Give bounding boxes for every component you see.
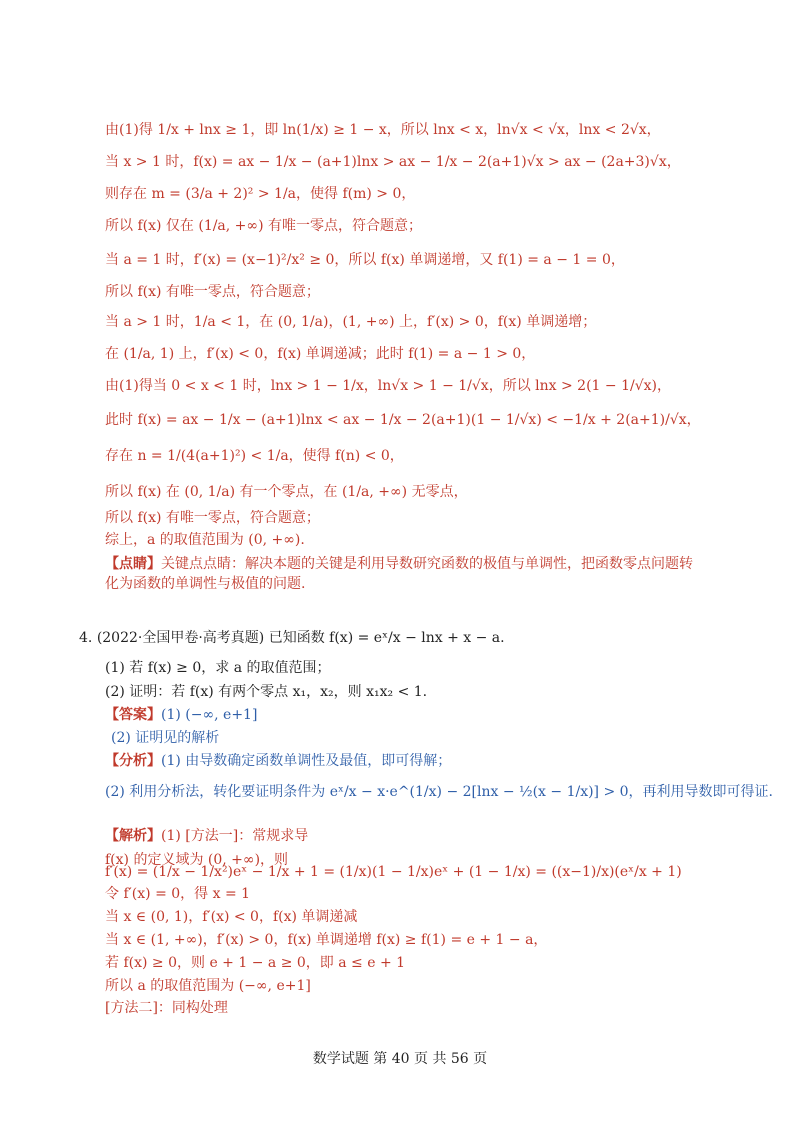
problem-part-1: (1) 若 f(x) ≥ 0，求 a 的取值范围； xyxy=(105,660,331,676)
review-note xyxy=(105,554,695,594)
solution-line: 当 x ∈ (0, 1)，f′(x) < 0，f(x) 单调递减 xyxy=(105,909,358,925)
solution-line: f′(x) = (1/x − 1/x²)eˣ − 1/x + 1 = (1/x)(1 − 1/x)eˣ + (1 − 1/x) = ((x−1)/x)(eˣ/x + 1) xyxy=(105,864,682,880)
problem-stem: 已知函数 f(x) = eˣ/x − lnx + x − a. xyxy=(268,630,505,646)
analysis-line-2: (2) 利用分析法，转化要证明条件为 eˣ/x − x·e^(1/x) − 2[lnx − ½(x − 1/x)] > 0，再利用导数即可得证. xyxy=(105,784,774,800)
prev-solution-line: 由(1)得 1/x + lnx ≥ 1，即 ln(1/x) ≥ 1 − x，所以 lnx < x，ln√x < √x，lnx < 2√x， xyxy=(105,122,661,138)
prev-solution-line: 当 x > 1 时，f(x) = ax − 1/x − (a+1)lnx > ax − 1/x − 2(a+1)√x > ax − (2a+3)√x， xyxy=(105,154,681,170)
problem-number: 4. xyxy=(79,630,93,646)
prev-solution-line: 所以 f(x) 有唯一零点，符合题意； xyxy=(105,510,320,526)
prev-solution-line: 所以 f(x) 有唯一零点，符合题意； xyxy=(105,284,320,300)
prev-solution-line: 则存在 m = (3/a + 2)² > 1/a，使得 f(m) > 0， xyxy=(105,186,416,202)
problem-part-2: (2) 证明：若 f(x) 有两个零点 x₁，x₂，则 x₁x₂ < 1. xyxy=(105,684,428,700)
analysis-line xyxy=(105,751,451,771)
solution-line: [方法二]：同构处理 xyxy=(105,1000,228,1016)
solution-line xyxy=(105,826,308,846)
problem-header xyxy=(79,628,505,648)
analysis-tag: 【分析】 xyxy=(105,753,161,769)
prev-solution-line: 所以 f(x) 在 (0, 1/a) 有一个零点，在 (1/a, +∞) 无零点， xyxy=(105,484,468,500)
answer-line xyxy=(105,705,257,725)
prev-solution-line: 在 (1/a, 1) 上，f′(x) < 0，f(x) 单调递减；此时 f(1) = a − 1 > 0， xyxy=(105,346,536,362)
prev-solution-line: 所以 f(x) 仅在 (1/a, +∞) 有唯一零点，符合题意； xyxy=(105,218,422,234)
prev-solution-line: 当 a > 1 时，1/a < 1，在 (0, 1/a)，(1, +∞) 上，f′(x) > 0，f(x) 单调递增； xyxy=(105,314,597,330)
analysis-text: (1) 由导数确定函数单调性及最值，即可得解； xyxy=(161,753,452,769)
solution-first: (1) [方法一]：常规求导 xyxy=(161,828,309,844)
review-text: 关键点点睛：解决本题的关键是利用导数研究函数的极值与单调性，把函数零点问题转化为函数的单调性与极值的问题. xyxy=(105,556,693,592)
prev-solution-line: 此时 f(x) = ax − 1/x − (a+1)lnx < ax − 1/x − 2(a+1)(1 − 1/√x) < −1/x + 2(a+1)/√x， xyxy=(105,412,701,428)
solution-line: f(x) 的定义域为 (0, +∞)，则 xyxy=(105,852,289,868)
solution-line: 当 x ∈ (1, +∞)，f′(x) > 0，f(x) 单调递增 f(x) ≥ f(1) = e + 1 − a， xyxy=(105,932,548,948)
solution-line: 所以 a 的取值范围为 (−∞, e+1] xyxy=(105,978,311,994)
prev-solution-line: 当 a = 1 时，f′(x) = (x−1)²/x² ≥ 0，所以 f(x) 单调递增，又 f(1) = a − 1 = 0， xyxy=(105,252,625,268)
prev-solution-line: 由(1)得当 0 < x < 1 时，lnx > 1 − 1/x，ln√x > 1 − 1/√x，所以 lnx > 2(1 − 1/√x)， xyxy=(105,378,671,394)
solution-line: 令 f′(x) = 0，得 x = 1 xyxy=(105,886,251,902)
answer-text: (1) (−∞, e+1] xyxy=(161,707,258,723)
page-footer: 数学试题 第 40 页 共 56 页 xyxy=(312,1051,488,1067)
solution-line: 若 f(x) ≥ 0，则 e + 1 − a ≥ 0，即 a ≤ e + 1 xyxy=(105,955,406,971)
problem-source: (2022·全国甲卷·高考真题) xyxy=(96,630,265,646)
prev-solution-line: 存在 n = 1/(4(a+1)²) < 1/a，使得 f(n) < 0， xyxy=(105,448,404,464)
answer-line-2: (2) 证明见的解析 xyxy=(111,730,220,746)
review-tag: 【点睛】 xyxy=(105,556,161,572)
prev-solution-line: 综上，a 的取值范围为 (0, +∞). xyxy=(105,532,305,548)
answer-tag: 【答案】 xyxy=(105,707,161,723)
solution-tag: 【解析】 xyxy=(105,828,161,844)
